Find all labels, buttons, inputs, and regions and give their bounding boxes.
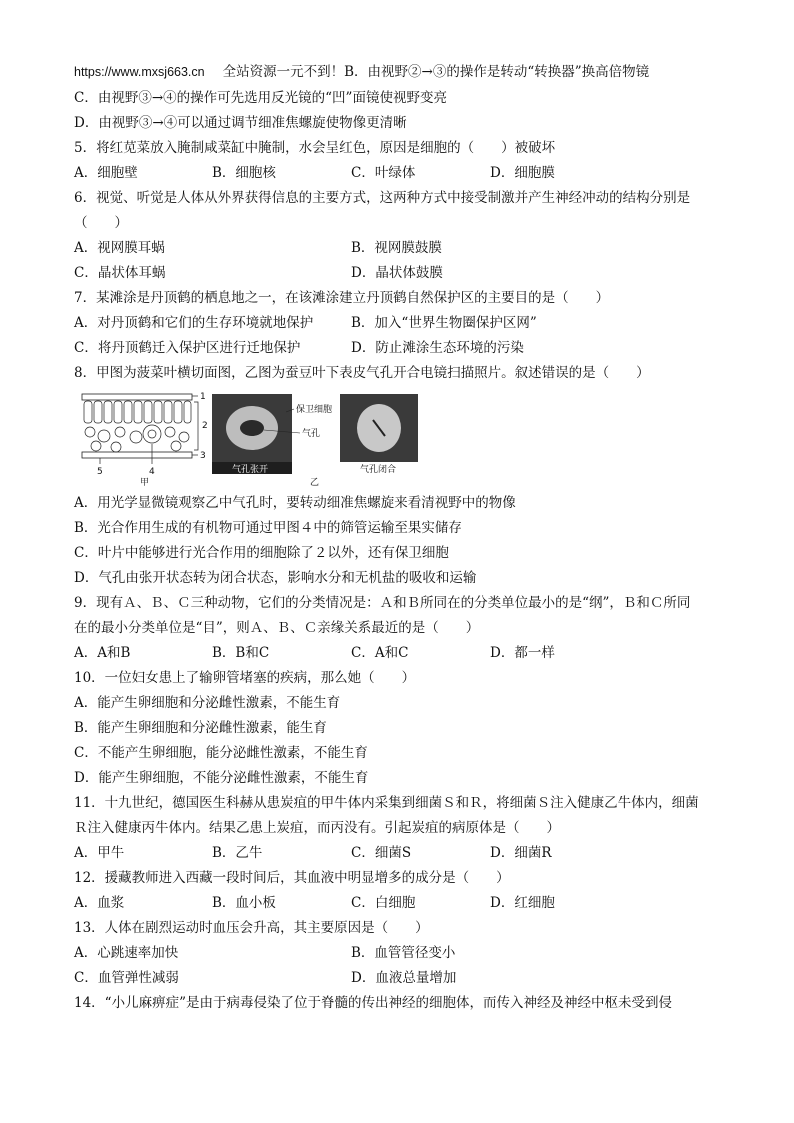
q5-option-c: C．叶绿体	[351, 165, 416, 181]
q9-option-c: C．A和C	[351, 645, 409, 661]
fig-label-1: 1	[200, 392, 206, 402]
stoma-closed-photo	[340, 394, 418, 475]
source-url[interactable]: https://www.mxsj663.cn	[74, 65, 205, 79]
fig-label-5: 5	[97, 467, 103, 477]
q10-option-d: D．能产生卵细胞，不能分泌雌性激素，不能生育	[74, 770, 369, 786]
q12-option-b: B．血小板	[212, 895, 276, 911]
q8-option-b: B．光合作用生成的有机物可通过甲图４中的筛管运输至果实储存	[74, 520, 462, 536]
q12-option-a: A．血浆	[74, 895, 125, 911]
q9-stem-cont: 在的最小分类单位是“目”，则Ａ、Ｂ、Ｃ亲缘关系最近的是（ ）	[74, 620, 480, 636]
q4-option-d: D．由视野③→④可以通过调节细准焦螺旋使物像更清晰	[74, 115, 407, 131]
q5-stem: 5．将红苋菜放入腌制咸菜缸中腌制，水会呈红色，原因是细胞的（ ）被破坏	[74, 140, 556, 156]
q6-option-c: C．晶状体耳蜗	[74, 265, 166, 281]
q10-option-c: C．不能产生卵细胞，能分泌雌性激素，不能生育	[74, 745, 368, 761]
caption-closed: 气孔闭合	[360, 465, 397, 475]
q9-option-a: A．A和B	[74, 645, 131, 661]
fig-label-2: 2	[202, 421, 208, 431]
q11-option-d: D．细菌R	[490, 845, 552, 861]
q8-option-d: D．气孔由张开状态转为闭合状态，影响水分和无机盐的吸收和运输	[74, 570, 477, 586]
q13-option-b: B．血管管径变小	[351, 945, 456, 961]
q10-option-a: A．能产生卵细胞和分泌雌性激素，不能生育	[74, 695, 341, 711]
fig-label-yi: 乙	[310, 478, 320, 486]
q6-stem-cont: （ ）	[74, 215, 128, 231]
q5-option-a: A．细胞壁	[74, 165, 138, 181]
q6-option-a: A．视网膜耳蜗	[74, 240, 165, 256]
q7-option-d: D．防止滩涂生态环境的污染	[351, 340, 524, 356]
q5-option-b: B．细胞核	[212, 165, 276, 181]
q11-option-c: C．细菌S	[351, 845, 412, 861]
q7-option-a: A．对丹顶鹤和它们的生存环境就地保护	[74, 315, 314, 331]
q12-stem: 12．援藏教师进入西藏一段时间后，其血液中明显增多的成分是（ ）	[74, 870, 510, 886]
stoma-open-photo	[212, 394, 292, 475]
q8-option-a: A．用光学显微镜观察乙中气孔时，要转动细准焦螺旋来看清视野中的物像	[74, 495, 516, 511]
q7-stem: 7．某滩涂是丹顶鹤的栖息地之一，在该滩涂建立丹顶鹤自然保护区的主要目的是（ ）	[74, 290, 610, 306]
q4-option-b: B．由视野②→③的操作是转动“转换器”换高倍物镜	[344, 64, 650, 80]
q11-stem-cont: Ｒ注入健康丙牛体内。结果乙患上炭疽，而丙没有。引起炭疽的病原体是（ ）	[74, 820, 560, 836]
q11-option-a: A．甲牛	[74, 845, 125, 861]
q13-stem: 13．人体在剧烈运动时血压会升高，其主要原因是（ ）	[74, 920, 429, 936]
fig-label-jia: 甲	[140, 478, 150, 486]
q4-option-c: C．由视野③→④的操作可先选用反光镜的“凹”面镜使视野变亮	[74, 90, 447, 106]
q11-option-b: B．乙牛	[212, 845, 263, 861]
header-line	[74, 63, 649, 81]
q13-option-c: C．血管弹性减弱	[74, 970, 179, 986]
q9-option-b: B．B和C	[212, 645, 270, 661]
q6-option-b: B．视网膜鼓膜	[351, 240, 442, 256]
label-stoma: 气孔	[302, 429, 321, 439]
fig-label-3: 3	[200, 451, 206, 461]
q6-option-d: D．晶状体鼓膜	[351, 265, 443, 281]
q11-stem: 11．十九世纪，德国医生科赫从患炭疽的甲牛体内采集到细菌Ｓ和Ｒ，将细菌Ｓ注入健康乙牛体内，细菌	[74, 795, 699, 811]
q8-stem: 8．甲图为菠菜叶横切面图，乙图为蚕豆叶下表皮气孔开合电镜扫描照片。叙述错误的是（ ）	[74, 365, 650, 381]
q10-option-b: B．能产生卵细胞和分泌雌性激素，能生育	[74, 720, 327, 736]
leaf-cross-section	[82, 392, 208, 486]
ad-text: 全站资源一元不到！	[222, 64, 345, 80]
q5-option-d: D．细胞膜	[490, 165, 555, 181]
q6-stem: 6．视觉、听觉是人体从外界获得信息的主要方式，这两种方式中接受制激并产生神经冲动的结构分别是	[74, 190, 691, 206]
q10-stem: 10．一位妇女患上了输卵管堵塞的疾病，那么她（ ）	[74, 670, 416, 686]
q12-option-d: D．红细胞	[490, 895, 555, 911]
fig-label-4: 4	[149, 467, 155, 477]
q8-option-c: C．叶片中能够进行光合作用的细胞除了２以外，还有保卫细胞	[74, 545, 449, 561]
q8-figure	[80, 392, 420, 486]
label-guard-cell: 保卫细胞	[296, 405, 333, 415]
q12-option-c: C．白细胞	[351, 895, 416, 911]
q13-option-d: D．血液总量增加	[351, 970, 457, 986]
q9-stem: 9．现有Ａ、Ｂ、Ｃ三种动物，它们的分类情况是：Ａ和Ｂ所同在的分类单位最小的是“纲”，Ｂ和Ｃ所同	[74, 595, 691, 611]
q7-option-c: C．将丹顶鹤迁入保护区进行迁地保护	[74, 340, 301, 356]
caption-open: 气孔张开	[232, 465, 269, 475]
q13-option-a: A．心跳速率加快	[74, 945, 179, 961]
q9-option-d: D．都一样	[490, 645, 555, 661]
q14-stem: 14．“小儿麻痹症”是由于病毒侵染了位于脊髓的传出神经的细胞体，而传入神经及神经中枢未受到侵	[74, 995, 672, 1011]
q7-option-b: B．加入“世界生物圈保护区网”	[351, 315, 537, 331]
